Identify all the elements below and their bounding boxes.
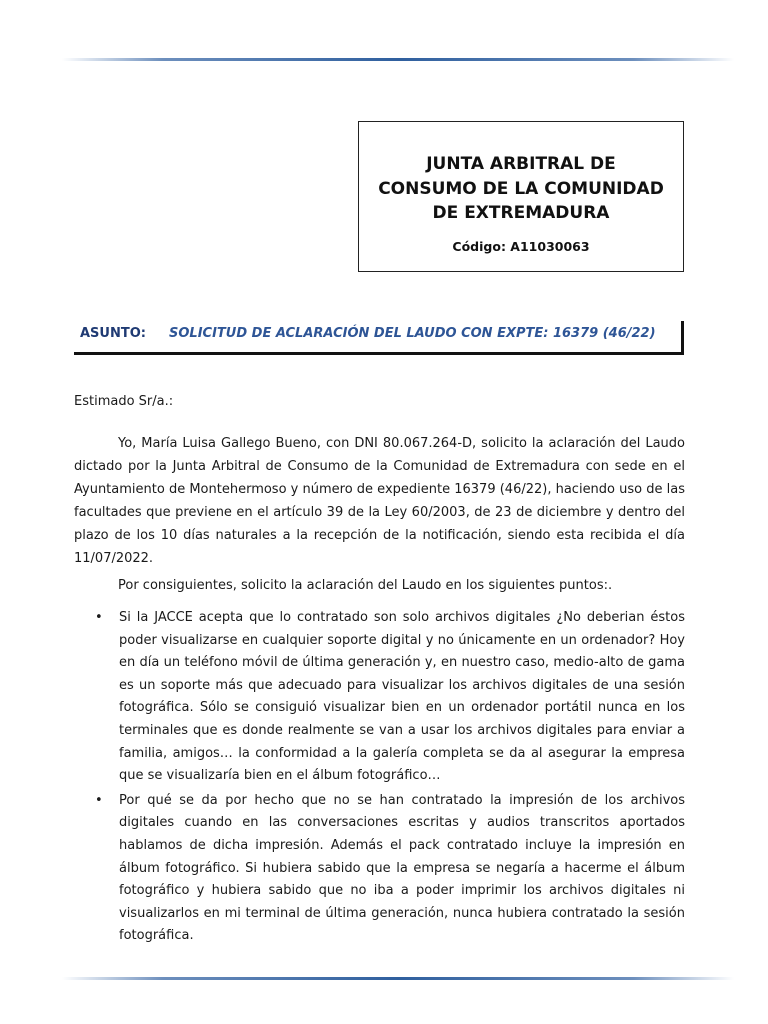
bullet-icon: • — [95, 792, 103, 808]
paragraph-1-text: Yo, María Luisa Gallego Bueno, con DNI 80.067.264-D, solicito la aclaración del Laudo dictado por la Junta Arbitral de Consumo de la Comunidad de Extremadura con sede en el Ayuntamiento de Montehermoso y número de expediente 16379 (46/22), haciendo uso de las facultades que previene en el artículo 39 de la Ley 60/2003, de 23 de diciembre y dentro del plazo de los 10 días naturales a la recepción de la notificación, siendo esta recibida el día 11/07/2022. — [74, 436, 685, 566]
paragraph-1 — [74, 432, 685, 570]
header-title — [359, 152, 683, 226]
subject-box — [74, 321, 684, 355]
header-title-line: JUNTA ARBITRAL DE — [426, 154, 616, 174]
header-box — [358, 121, 684, 272]
list-item-text: Si la JACCE acepta que lo contratado son solo archivos digitales ¿No deberian éstos poder visualizarse en cualquier soporte digital y no únicamente en un ordenador? Hoy en día un teléfono móvil de última generación y, en nuestro caso, medio-alto de gama es un soporte más que adecuado para visualizar los archivos digitales de una sesión fotográfica. Sólo se consiguió visualizar bien en un ordenador portátil nunca en los terminales que es donde realmente se van a usar los archivos digitales para enviar a familia, amigos… la conformidad a la galería completa se da al asegurar la empresa que se visualizaría bien en el álbum fotográfico… — [119, 610, 685, 784]
subject-text: SOLICITUD DE ACLARACIÓN DEL LAUDO CON EXPTE: 16379 (46/22) — [169, 326, 656, 341]
bottom-divider-rule — [62, 977, 734, 980]
subject-label: ASUNTO: — [80, 326, 146, 341]
header-title-line: DE EXTREMADURA — [432, 203, 610, 223]
list-item-text: Por qué se da por hecho que no se han contratado la impresión de los archivos digitales cuando en las conversaciones escritas y audios transcritos aportados hablamos de dicha impresión. Además el pack contratado incluye la impresión en álbum fotográfico. Si hubiera sabido que la empresa se negaría a hacerme el álbum fotográfico y hubiera sabido que no iba a poder imprimir los archivos digitales ni visualizarlos en mi terminal de última generación, nunca hubiera contratado la sesión fotográfica. — [119, 792, 685, 944]
top-divider-rule — [62, 58, 734, 61]
paragraph-2-text: Por consiguientes, solicito la aclaración del Laudo en los siguientes puntos:. — [118, 578, 613, 593]
header-code: Código: A11030063 — [452, 238, 590, 254]
bullet-icon: • — [95, 610, 103, 625]
paragraph-2 — [74, 574, 685, 597]
header-title-line: CONSUMO DE LA COMUNIDAD — [378, 178, 664, 199]
bullet-list — [74, 607, 685, 950]
list-item — [74, 607, 685, 788]
greeting: Estimado Sr/a.: — [74, 394, 174, 409]
list-item — [74, 790, 685, 948]
